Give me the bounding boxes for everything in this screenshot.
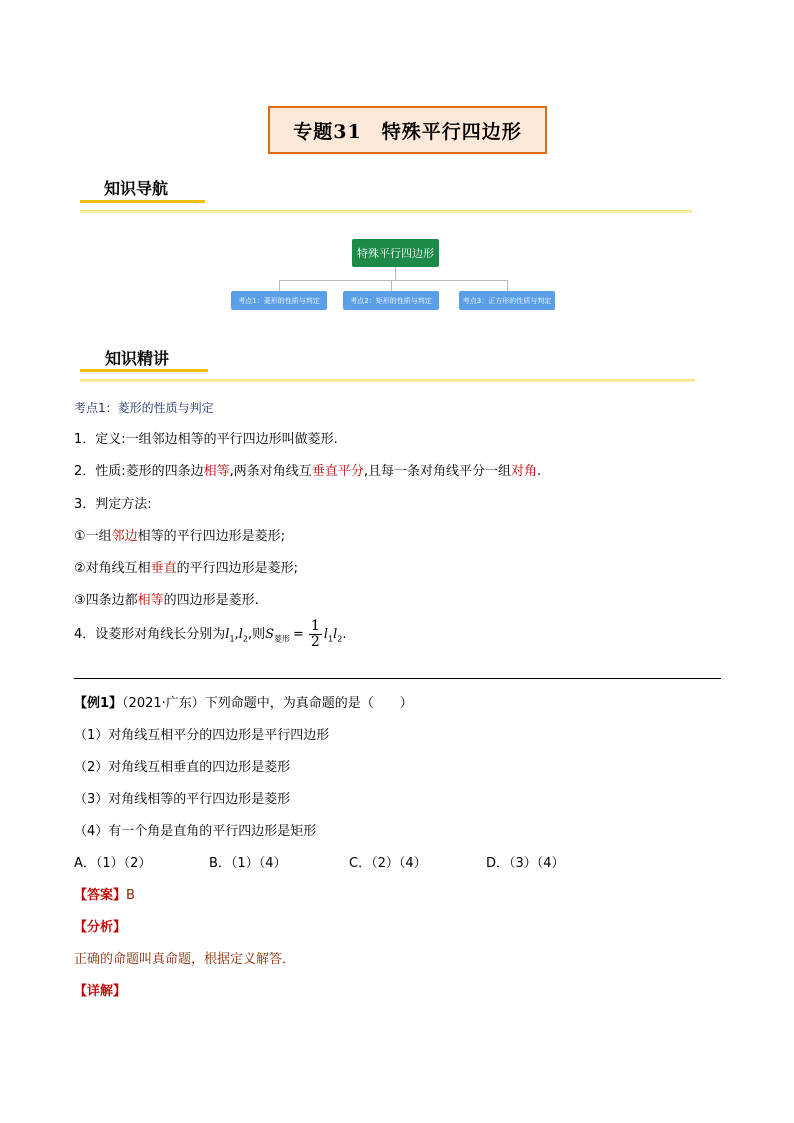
kp1-property: 2．性质:菱形的四条边相等,两条对角线互垂直平分,且每一条对角线平分一组对角. [74,464,542,479]
example-option-a: A．（1）（2） [74,856,152,871]
mindmap-connector [391,280,392,291]
answer-line: 【答案】B [74,888,135,903]
kp1-criterion-3: ③四条边都相等的四边形是菱形. [74,593,259,608]
kp1-criterion-1: ①一组邻边相等的平行四边形是菱形; [74,529,286,544]
example-option-d: D．（3）（4） [486,856,565,871]
mindmap-child-rectangle: 考点2：矩形的性质与判定 [343,291,439,310]
kp1-title: 考点1：菱形的性质与判定 [74,401,214,415]
fraction-one-half: $\frac{1}{2}$ [310,618,320,650]
example-statement-3: （3）对角线相等的平行四边形是菱形 [74,792,291,807]
example-option-b: B．（1）（4） [209,856,287,871]
mindmap-child-square: 考点3：正方形的性质与判定 [459,291,555,310]
section-underline [80,200,205,203]
divider [74,678,721,679]
example-statement-4: （4）有一个角是直角的平行四边形是矩形 [74,824,317,839]
mindmap-connector [507,280,508,291]
section-rule [80,210,692,213]
analysis-text: 正确的命题叫真命题，根据定义解答． [74,952,296,967]
mindmap-root: 特殊平行四边形 [352,239,439,267]
example-statement-2: （2）对角线互相垂直的四边形是菱形 [74,760,291,775]
mindmap-connector [395,267,396,280]
section-heading-lecture: 知识精讲 [105,349,170,368]
mindmap-child-rhombus: 考点1：菱形的性质与判定 [231,291,327,310]
kp1-criteria-heading: 3．判定方法: [74,497,152,512]
section-underline [80,369,208,372]
example-stem: 【例1】（2021·广东）下列命题中，为真命题的是（ ） [74,696,413,711]
analysis-label: 【分析】 [74,920,127,935]
section-rule [80,379,695,382]
example-option-c: C．（2）（4） [349,856,427,871]
title-prefix: 专题31 [293,120,362,143]
kp1-definition: 1．定义:一组邻边相等的平行四边形叫做菱形. [74,432,338,447]
section-heading-navigation: 知识导航 [104,179,169,198]
title-main: 特殊平行四边形 [381,120,522,143]
kp1-area-formula: 4．设菱形对角线长分别为$l_1,l_2$,则$S_{菱形}$ = $\frac{1}{2}$ $l_1l_2$. [74,618,347,650]
mindmap-connector [279,280,508,281]
mindmap-connector [279,280,280,291]
kp1-criterion-2: ②对角线互相垂直的平行四边形是菱形; [74,561,299,576]
example-statement-1: （1）对角线互相平分的四边形是平行四边形 [74,728,330,743]
detail-label: 【详解】 [74,984,127,999]
page-title [268,106,547,154]
